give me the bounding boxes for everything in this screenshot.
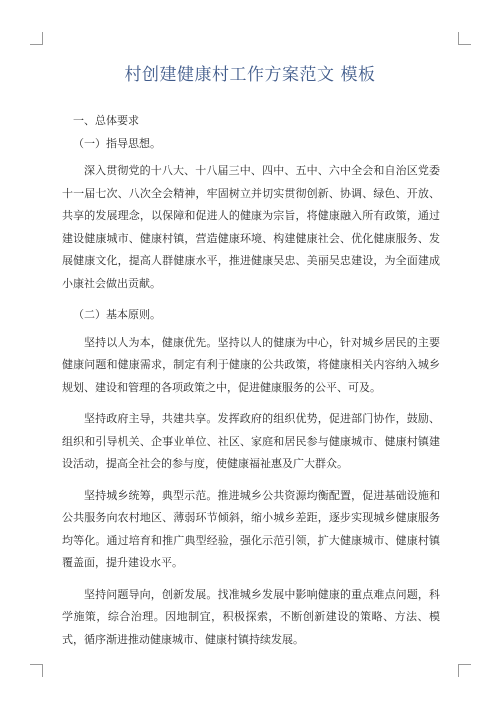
paragraph-principle-people-oriented: 坚持以人为本，健康优先。坚持以人的健康为中心，针对城乡居民的主要健康问题和健康需求，制定有利于健康的公共政策，将健康相关内容纳入城乡规划、建设和管理的各项政策之中，促进健康服务的公平、可及。 bbox=[62, 335, 440, 394]
paragraph-principle-government-led: 坚持政府主导，共建共享。发挥政府的组织优势，促进部门协作，鼓励、组织和引导机关、企事业单位、社区、家庭和居民参与健康城市、健康村镇建设活动，提高全社会的参与度，使健康福祉惠及广大群众。 bbox=[62, 412, 440, 470]
subheading-guiding-ideology: （一）指导思想。 bbox=[73, 136, 161, 150]
section-heading-general-requirements: 一、总体要求 bbox=[73, 114, 139, 127]
document-body bbox=[62, 110, 440, 660]
crop-mark-bottom-right bbox=[458, 664, 471, 677]
paragraph-guiding-ideology: 深入贯彻党的十八大、十八届三中、四中、五中、六中全会和自治区党委十一届七次、八次全会精神，牢固树立并切实贯彻创新、协调、绿色、开放、共享的发展理念，以保障和促进人的健康为宗旨，将健康融入所有政策，通过建设健康城市、健康村镇，营造健康环境、构建健康社会、优化健康服务、发展健康文化，提高人群健康水平，推进健康吴忠、美丽吴忠建设，为全面建成小康社会做出贡献。 bbox=[62, 164, 440, 290]
crop-mark-top-right bbox=[458, 32, 471, 45]
crop-mark-top-left bbox=[30, 32, 43, 45]
crop-mark-bottom-left bbox=[30, 664, 43, 677]
paragraph-principle-problem-oriented: 坚持问题导向，创新发展。找准城乡发展中影响健康的重点难点问题，科学施策，综合治理。因地制宜，积极探索，不断创新建设的策略、方法、模式，循序渐进推动健康城市、健康村镇持续发展。 bbox=[62, 587, 440, 646]
document-title: 村创建健康村工作方案范文 模板 bbox=[124, 65, 376, 85]
subheading-basic-principles: （二）基本原则。 bbox=[73, 308, 161, 321]
paragraph-principle-urban-rural: 坚持城乡统筹，典型示范。推进城乡公共资源均衡配置，促进基础设施和公共服务向农村地区、薄弱环节倾斜，缩小城乡差距，逐步实现城乡健康服务均等化。通过培育和推广典型经验，强化示范引领，扩大健康城市、健康村镇覆盖面，提升建设水平。 bbox=[62, 488, 440, 569]
